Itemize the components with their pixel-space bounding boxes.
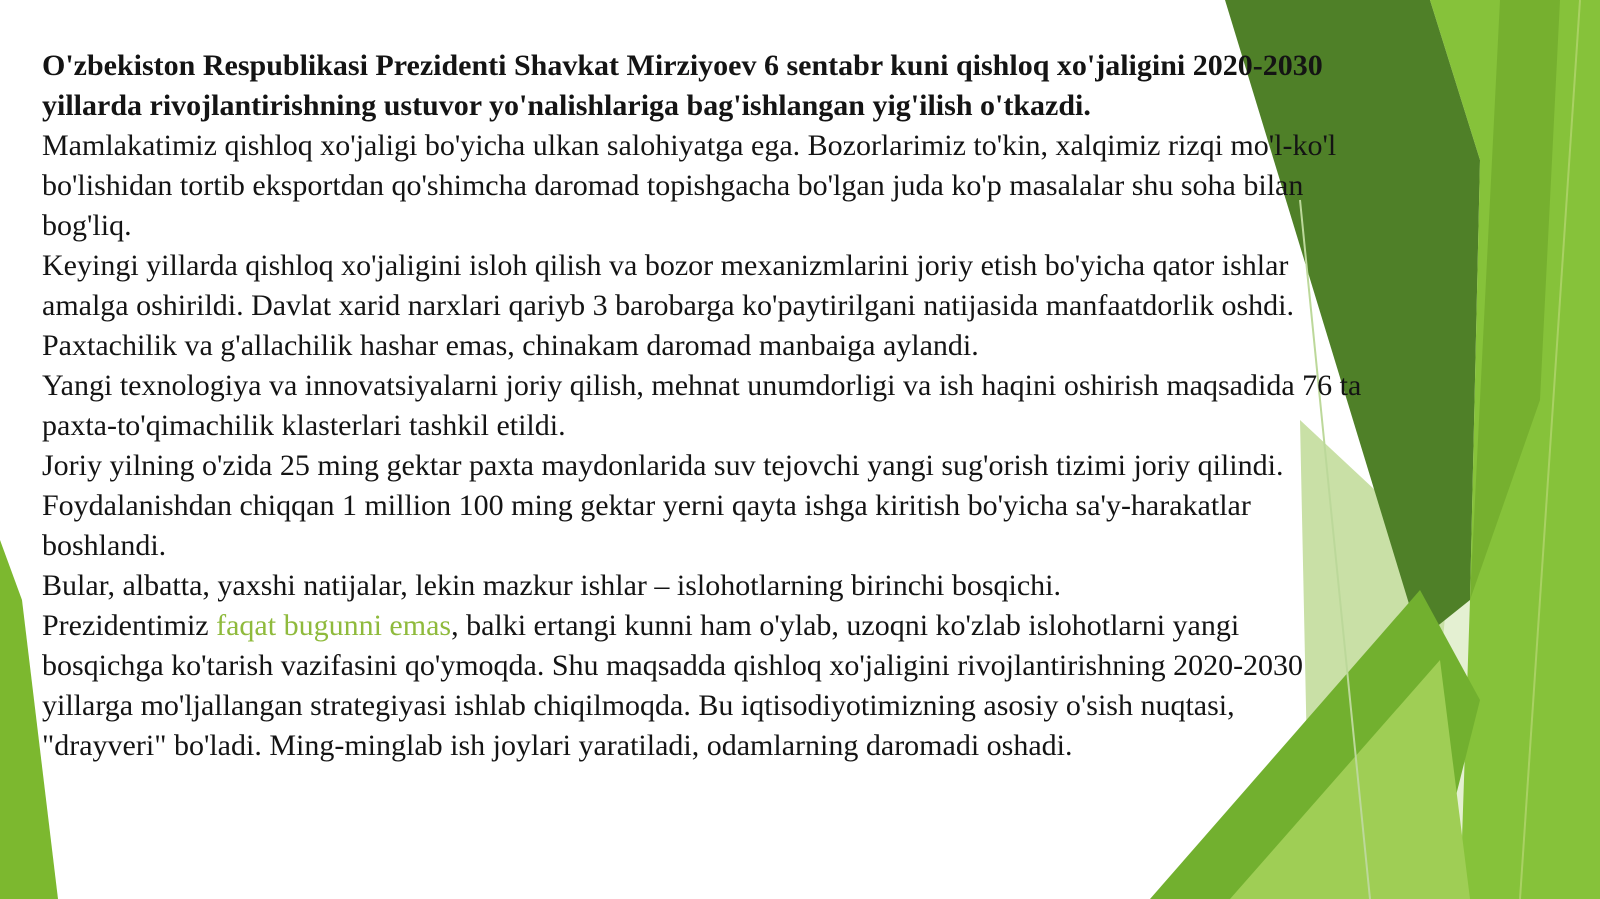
paragraph-3: Yangi texnologiya va innovatsiyalarni joriy qilish, mehnat unumdorligi va ish haqini oshirish maqsadida 76 ta paxta-to'qimachilik klasterlari tashkil etildi. xyxy=(42,369,1362,442)
slide-text-body xyxy=(42,46,1362,766)
paragraph-6 xyxy=(42,606,1362,766)
paragraph-6-rest: , balki ertangi kunni ham o'ylab, uzoqni ko'zlab islohotlarni yangi bosqichga ko'tarish vazifasini qo'ymoqda. Shu maqsadda qishloq xo'jaligini rivojlantirishning 2020-2030 yillarga mo'ljallangan strategiyasi ishlab chiqilmoqda. Bu iqtisodiyotimizning asosiy o'sish nuqtasi, "drayveri" bo'ladi. Ming-minglab ish joylari yaratiladi, odamlarning daromadi oshadi. xyxy=(42,609,1304,762)
slide-heading: O'zbekiston Respublikasi Prezidenti Shavkat Mirziyoev 6 sentabr kuni qishloq xo'jaligini 2020-2030 yillarda rivojlantirishning ustuvor yo'nalishlariga bag'ishlangan yig'ilish o'tkazdi. xyxy=(42,49,1323,122)
paragraph-4: Joriy yilning o'zida 25 ming gektar paxta maydonlarida suv tejovchi yangi sug'orish tizimi joriy qilindi. Foydalanishdan chiqqan 1 million 100 ming gektar yerni qayta ishga kiritish bo'yicha sa'y-harakatlar boshlandi. xyxy=(42,449,1284,562)
paragraph-1: Mamlakatimiz qishloq xo'jaligi bo'yicha ulkan salohiyatga ega. Bozorlarimiz to'kin, xalqimiz rizqi mo'l-ko'l bo'lishidan tortib eksportdan qo'shimcha daromad topishgacha bo'lgan juda ko'p masalalar shu soha bilan bog'liq. xyxy=(42,129,1337,242)
highlighted-phrase: faqat bugunni emas xyxy=(216,609,452,642)
paragraph-2: Keyingi yillarda qishloq xo'jaligini isloh qilish va bozor mexanizmlarini joriy etish bo'yicha qator ishlar amalga oshirildi. Davlat xarid narxlari qariyb 3 barobarga ko'paytirilgani natijasida manfaatdorlik oshdi. Paxtachilik va g'allachilik hashar emas, chinakam daromad manbaiga aylandi. xyxy=(42,249,1294,362)
paragraph-5: Bular, albatta, yaxshi natijalar, lekin mazkur ishlar – islohotlarning birinchi bosqichi. xyxy=(42,569,1062,602)
paragraph-6-start: Prezidentimiz xyxy=(42,609,217,642)
